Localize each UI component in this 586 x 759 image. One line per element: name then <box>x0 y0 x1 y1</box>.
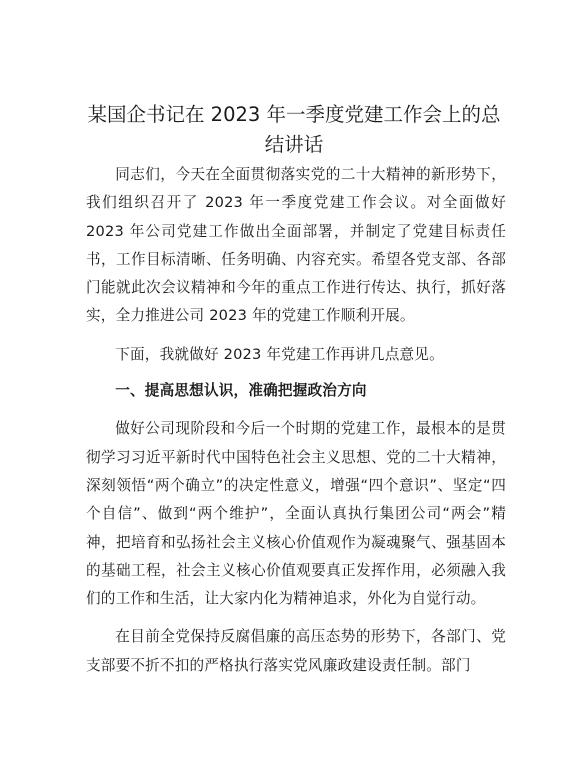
body-paragraph: 下面，我就做好 2023 年党建工作再讲几点意见。 <box>115 345 444 363</box>
document-body <box>86 161 506 680</box>
body-paragraph: 同志们，今天在全面贯彻落实党的二十大精神的新形势下，我们组织召开了 2023 年一季度党建工作会议。对全面做好 2023 年公司党建工作做出全面部署，并制定了党建目标责任书，工作目标清晰、任务明确、内容充实。希望各党支部、各部门能就此次会议精神和今年的重点工作进行传达、执行，抓好落实，全力推进公司 2023 年的党建工作顺利开展。 <box>86 166 506 325</box>
body-paragraph: 在目前全党保持反腐倡廉的高压态势的形势下，各部门、党支部要不折不扣的严格执行落实党风廉政建设责任制。部门 <box>86 628 506 674</box>
document-title: 某国企书记在 2023 年一季度党建工作会上的总结讲话 <box>87 103 501 156</box>
section-heading: 一、提高思想认识，准确把握政治方向 <box>115 382 367 400</box>
body-paragraph: 做好公司现阶段和今后一个时期的党建工作，最根本的是贯彻学习习近平新时代中国特色社会主义思想、党的二十大精神，深刻领悟“两个确立”的决定性意义，增强“四个意识”、坚定“四个自信”、做到“两个维护”，全面认真执行集团公司“两会”精神，把培育和弘扬社会主义核心价值观作为凝魂聚气、强基固本的基础工程，社会主义核心价值观要真正发挥作用，必须融入我们的工作和生活，让大家内化为精神追求，外化为自觉行动。 <box>86 420 506 608</box>
